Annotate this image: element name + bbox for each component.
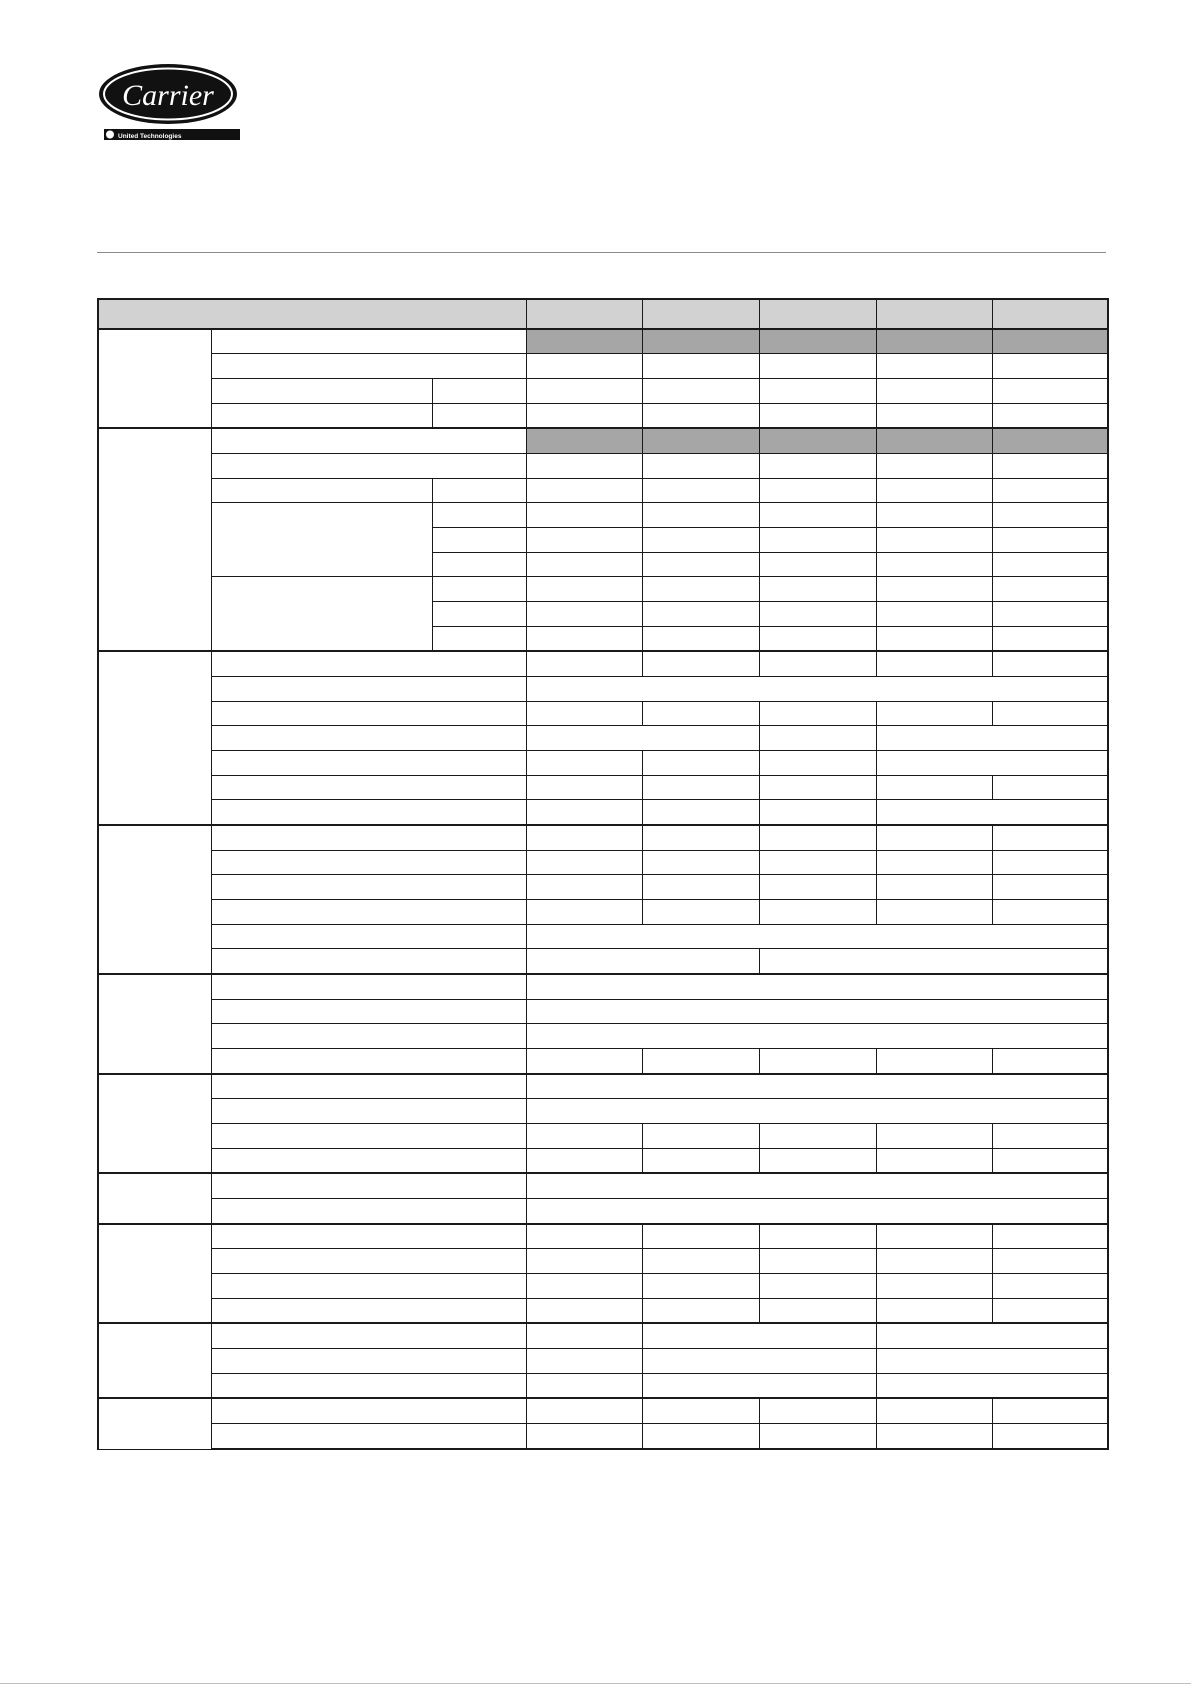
table-row: [98, 354, 1108, 379]
value-cell: [642, 1224, 759, 1249]
value-cell: [642, 751, 759, 776]
value-cell: [526, 999, 1108, 1024]
carrier-logo: [98, 62, 246, 142]
row-label-cell: [211, 726, 526, 751]
value-cell: [992, 775, 1108, 800]
value-cell: [759, 651, 876, 676]
value-cell: [642, 825, 759, 850]
value-cell: [526, 1099, 1108, 1124]
row-label-cell: [211, 503, 432, 577]
table-row: [98, 1249, 1108, 1274]
table-row: [98, 800, 1108, 825]
group-label-cell: [98, 1323, 211, 1398]
header-rule: [97, 252, 1106, 253]
group-label-cell: [98, 1224, 211, 1324]
value-cell: [992, 329, 1108, 354]
row-label-cell: [211, 651, 526, 676]
value-cell: [642, 379, 759, 404]
value-cell: [759, 1298, 876, 1323]
value-cell: [526, 1298, 642, 1323]
value-cell: [992, 626, 1108, 651]
value-cell: [876, 1423, 992, 1449]
row-label-cell: [211, 1273, 526, 1298]
value-cell: [526, 1398, 642, 1423]
carrier-logo-mark: [98, 62, 246, 142]
table-row: [98, 403, 1108, 428]
value-cell: [759, 751, 876, 776]
value-cell: [526, 528, 642, 553]
row-label-cell: [211, 428, 526, 453]
value-cell: [992, 1273, 1108, 1298]
value-cell: [526, 454, 642, 479]
table-row: [98, 1224, 1108, 1249]
value-cell: [526, 1348, 642, 1373]
row-label-cell: [211, 1348, 526, 1373]
value-cell: [526, 602, 642, 627]
table-row: [98, 677, 1108, 702]
value-cell: [876, 875, 992, 900]
value-cell: [876, 1398, 992, 1423]
row-label-cell: [211, 1298, 526, 1323]
table-row: [98, 329, 1108, 354]
value-cell: [642, 1423, 759, 1449]
value-cell: [876, 528, 992, 553]
value-cell: [642, 1273, 759, 1298]
table-row: [98, 701, 1108, 726]
unit-cell: [432, 552, 526, 577]
row-label-cell: [211, 577, 432, 651]
value-cell: [876, 1373, 1108, 1398]
value-cell: [526, 478, 642, 503]
table-row: [98, 949, 1108, 974]
table-row: [98, 1123, 1108, 1148]
value-cell: [526, 1273, 642, 1298]
value-cell: [992, 354, 1108, 379]
value-cell: [992, 1423, 1108, 1449]
row-label-cell: [211, 1024, 526, 1049]
table-row: [98, 454, 1108, 479]
value-cell: [642, 651, 759, 676]
value-cell: [526, 329, 642, 354]
table-row: [98, 974, 1108, 999]
row-label-cell: [211, 924, 526, 949]
group-label-cell: [98, 651, 211, 825]
value-cell: [642, 478, 759, 503]
value-cell: [992, 1123, 1108, 1148]
row-label-cell: [211, 1398, 526, 1423]
value-cell: [759, 478, 876, 503]
value-cell: [526, 1074, 1108, 1099]
value-cell: [992, 454, 1108, 479]
table-row: [98, 1048, 1108, 1073]
value-cell: [526, 850, 642, 875]
value-cell: [526, 1173, 1108, 1198]
row-label-cell: [211, 1099, 526, 1124]
value-cell: [876, 454, 992, 479]
value-cell: [876, 428, 992, 453]
row-label-cell: [211, 379, 432, 404]
group-label-cell: [98, 1074, 211, 1174]
value-cell: [759, 602, 876, 627]
table-row: [98, 428, 1108, 453]
value-cell: [759, 1123, 876, 1148]
value-cell: [876, 651, 992, 676]
value-cell: [992, 1048, 1108, 1073]
value-cell: [526, 1423, 642, 1449]
unit-cell: [432, 379, 526, 404]
value-cell: [992, 850, 1108, 875]
value-cell: [876, 1249, 992, 1274]
value-cell: [876, 503, 992, 528]
value-cell: [876, 1148, 992, 1173]
row-label-cell: [211, 701, 526, 726]
table-row: [98, 503, 1108, 528]
value-cell: [526, 800, 642, 825]
value-cell: [526, 751, 642, 776]
value-cell: [759, 850, 876, 875]
value-cell: [526, 503, 642, 528]
table-row: [98, 1373, 1108, 1398]
value-cell: [876, 403, 992, 428]
value-cell: [526, 949, 759, 974]
header-label-cell: [98, 299, 526, 329]
value-cell: [526, 403, 642, 428]
value-cell: [642, 1323, 876, 1348]
value-cell: [526, 900, 642, 925]
value-cell: [876, 626, 992, 651]
row-label-cell: [211, 1323, 526, 1348]
table-row: [98, 1423, 1108, 1449]
value-cell: [642, 552, 759, 577]
value-cell: [526, 1373, 642, 1398]
value-cell: [992, 900, 1108, 925]
value-cell: [526, 924, 1108, 949]
table-row: [98, 1099, 1108, 1124]
table-row: [98, 1074, 1108, 1099]
value-cell: [642, 428, 759, 453]
value-cell: [876, 1298, 992, 1323]
value-cell: [759, 775, 876, 800]
table-row: [98, 1198, 1108, 1223]
row-label-cell: [211, 677, 526, 702]
value-cell: [992, 701, 1108, 726]
table-row: [98, 1398, 1108, 1423]
unit-cell: [432, 602, 526, 627]
value-cell: [759, 503, 876, 528]
value-cell: [992, 403, 1108, 428]
value-cell: [526, 1048, 642, 1073]
value-cell: [992, 503, 1108, 528]
value-cell: [876, 900, 992, 925]
group-label-cell: [98, 1398, 211, 1449]
row-label-cell: [211, 949, 526, 974]
row-label-cell: [211, 1373, 526, 1398]
value-cell: [642, 1348, 876, 1373]
value-cell: [876, 1224, 992, 1249]
row-label-cell: [211, 1224, 526, 1249]
value-cell: [642, 1249, 759, 1274]
value-cell: [526, 1024, 1108, 1049]
value-cell: [876, 726, 1108, 751]
value-cell: [642, 626, 759, 651]
header-model-cell: [992, 299, 1108, 329]
row-label-cell: [211, 1123, 526, 1148]
table-row: [98, 379, 1108, 404]
unit-cell: [432, 478, 526, 503]
group-label-cell: [98, 825, 211, 974]
table-row: [98, 775, 1108, 800]
value-cell: [992, 577, 1108, 602]
value-cell: [526, 379, 642, 404]
value-cell: [526, 354, 642, 379]
row-label-cell: [211, 775, 526, 800]
value-cell: [759, 528, 876, 553]
row-label-cell: [211, 1249, 526, 1274]
value-cell: [992, 1148, 1108, 1173]
value-cell: [992, 1398, 1108, 1423]
value-cell: [526, 651, 642, 676]
value-cell: [642, 1398, 759, 1423]
page-bottom-edge: [0, 1683, 1191, 1684]
value-cell: [759, 552, 876, 577]
value-cell: [759, 1048, 876, 1073]
value-cell: [759, 454, 876, 479]
value-cell: [526, 974, 1108, 999]
row-label-cell: [211, 478, 432, 503]
value-cell: [876, 354, 992, 379]
svg-text:United Technologies: United Technologies: [118, 133, 182, 140]
table-row: [98, 875, 1108, 900]
header-model-cell: [526, 299, 642, 329]
value-cell: [526, 1249, 642, 1274]
value-cell: [876, 478, 992, 503]
unit-cell: [432, 503, 526, 528]
value-cell: [526, 577, 642, 602]
value-cell: [759, 1249, 876, 1274]
row-label-cell: [211, 1148, 526, 1173]
value-cell: [876, 552, 992, 577]
value-cell: [526, 726, 759, 751]
value-cell: [992, 478, 1108, 503]
unit-cell: [432, 403, 526, 428]
value-cell: [642, 875, 759, 900]
value-cell: [992, 1224, 1108, 1249]
value-cell: [992, 379, 1108, 404]
table-row: [98, 1323, 1108, 1348]
table-row: [98, 1148, 1108, 1173]
table-row: [98, 1173, 1108, 1198]
unit-cell: [432, 528, 526, 553]
table-row: [98, 825, 1108, 850]
row-label-cell: [211, 999, 526, 1024]
value-cell: [642, 329, 759, 354]
value-cell: [526, 626, 642, 651]
value-cell: [642, 850, 759, 875]
value-cell: [759, 875, 876, 900]
value-cell: [526, 1323, 642, 1348]
table-row: [98, 726, 1108, 751]
value-cell: [526, 1224, 642, 1249]
group-label-cell: [98, 428, 211, 651]
value-cell: [642, 701, 759, 726]
row-label-cell: [211, 403, 432, 428]
value-cell: [526, 1198, 1108, 1223]
value-cell: [642, 454, 759, 479]
row-label-cell: [211, 800, 526, 825]
row-label-cell: [211, 875, 526, 900]
value-cell: [876, 775, 992, 800]
value-cell: [876, 1348, 1108, 1373]
value-cell: [642, 602, 759, 627]
value-cell: [759, 626, 876, 651]
table-row: [98, 651, 1108, 676]
row-label-cell: [211, 1173, 526, 1198]
value-cell: [992, 552, 1108, 577]
row-label-cell: [211, 825, 526, 850]
row-label-cell: [211, 329, 526, 354]
value-cell: [876, 329, 992, 354]
value-cell: [759, 1423, 876, 1449]
table-row: [98, 850, 1108, 875]
table-row: [98, 900, 1108, 925]
value-cell: [759, 428, 876, 453]
value-cell: [876, 751, 1108, 776]
unit-cell: [432, 626, 526, 651]
row-label-cell: [211, 900, 526, 925]
row-label-cell: [211, 1198, 526, 1223]
value-cell: [876, 825, 992, 850]
value-cell: [642, 503, 759, 528]
value-cell: [642, 775, 759, 800]
table-header-row: [98, 299, 1108, 329]
value-cell: [642, 800, 759, 825]
value-cell: [526, 875, 642, 900]
value-cell: [642, 1298, 759, 1323]
value-cell: [759, 825, 876, 850]
unit-cell: [432, 577, 526, 602]
group-label-cell: [98, 329, 211, 429]
value-cell: [876, 800, 1108, 825]
value-cell: [992, 528, 1108, 553]
value-cell: [876, 1048, 992, 1073]
value-cell: [876, 577, 992, 602]
value-cell: [876, 1273, 992, 1298]
table-row: [98, 1298, 1108, 1323]
row-label-cell: [211, 850, 526, 875]
table-row: [98, 924, 1108, 949]
value-cell: [992, 875, 1108, 900]
value-cell: [642, 528, 759, 553]
value-cell: [992, 428, 1108, 453]
value-cell: [642, 577, 759, 602]
value-cell: [526, 428, 642, 453]
table-row: [98, 577, 1108, 602]
value-cell: [759, 800, 876, 825]
value-cell: [759, 701, 876, 726]
row-label-cell: [211, 354, 526, 379]
value-cell: [642, 354, 759, 379]
value-cell: [876, 850, 992, 875]
table-row: [98, 999, 1108, 1024]
value-cell: [759, 403, 876, 428]
row-label-cell: [211, 974, 526, 999]
value-cell: [759, 379, 876, 404]
value-cell: [642, 1148, 759, 1173]
value-cell: [876, 1123, 992, 1148]
value-cell: [526, 1123, 642, 1148]
header-model-cell: [642, 299, 759, 329]
value-cell: [759, 1224, 876, 1249]
value-cell: [642, 900, 759, 925]
value-cell: [526, 677, 1108, 702]
value-cell: [526, 825, 642, 850]
table-row: [98, 1024, 1108, 1049]
header-model-cell: [876, 299, 992, 329]
value-cell: [759, 949, 1108, 974]
value-cell: [526, 775, 642, 800]
row-label-cell: [211, 1048, 526, 1073]
value-cell: [759, 354, 876, 379]
row-label-cell: [211, 1423, 526, 1449]
table-row: [98, 478, 1108, 503]
table-row: [98, 1348, 1108, 1373]
value-cell: [526, 1148, 642, 1173]
value-cell: [759, 726, 876, 751]
table-row: [98, 1273, 1108, 1298]
value-cell: [759, 900, 876, 925]
value-cell: [992, 1249, 1108, 1274]
value-cell: [876, 379, 992, 404]
value-cell: [759, 577, 876, 602]
value-cell: [642, 1123, 759, 1148]
row-label-cell: [211, 454, 526, 479]
spec-table: [97, 298, 1109, 1450]
value-cell: [992, 1298, 1108, 1323]
row-label-cell: [211, 751, 526, 776]
value-cell: [759, 1148, 876, 1173]
header-model-cell: [759, 299, 876, 329]
value-cell: [526, 552, 642, 577]
value-cell: [526, 701, 642, 726]
value-cell: [642, 1048, 759, 1073]
group-label-cell: [98, 1173, 211, 1223]
value-cell: [876, 1323, 1108, 1348]
value-cell: [992, 651, 1108, 676]
value-cell: [759, 1398, 876, 1423]
table-row: [98, 751, 1108, 776]
value-cell: [759, 1273, 876, 1298]
svg-text:Carrier: Carrier: [122, 79, 214, 112]
group-label-cell: [98, 974, 211, 1074]
value-cell: [876, 602, 992, 627]
value-cell: [992, 825, 1108, 850]
value-cell: [642, 1373, 876, 1398]
row-label-cell: [211, 1074, 526, 1099]
value-cell: [642, 403, 759, 428]
value-cell: [992, 602, 1108, 627]
value-cell: [759, 329, 876, 354]
value-cell: [876, 701, 992, 726]
